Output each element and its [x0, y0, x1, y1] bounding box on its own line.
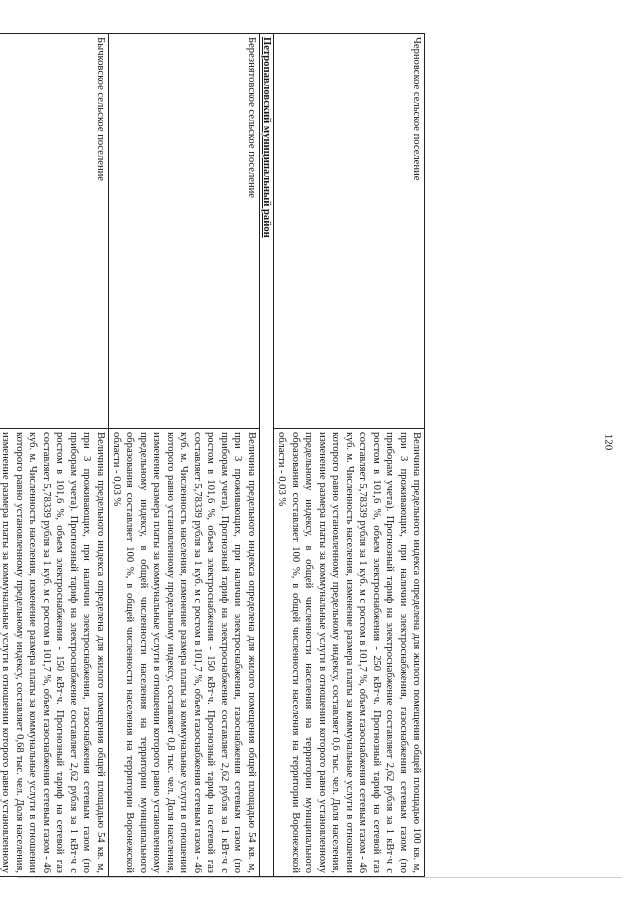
settlement-description-cell: Величина предельного индекса определена для жилого помещения общей площадью 100 кв. м, при 3 проживающих, при наличии электроснабжения, газоснабжения сетевым газом (по приборам учета). Прогнозный тариф на электроснабжение составляет 2,62 рубля за 1 кВт·ч с ростом в 101,6 %, объем электроснабжения - 250 кВт·ч. Прогнозный тариф на сетевой газ составляет 5,78339 рубля за 1 куб. м с ростом в 101,7 %, объем газоснабжения сетевым газом - 46 куб. м. Численность населения, изменение размера платы за коммунальные услуги в отношении которого равно установленному предельному индексу, составляет 0,6 тыс. чел. Доля населения, изменение размера платы за коммунальные услуги в отношении которого равно установленному предельному индексу, в общей численности населения на территории муниципального образования составляет 100 %, в общей численности населения на территории Воронежской области - 0,03 % [274, 429, 425, 877]
settlement-name-cell: Бычковское сельское поселение [0, 34, 108, 429]
tariff-index-table [0, 33, 425, 877]
settlement-description-cell: Величина предельного индекса определена для жилого помещения общей площадью 54 кв. м, при 3 проживающих, при наличии электроснабжения, газоснабжения сетевым газом (по приборам учета). Прогнозный тариф на электроснабжение составляет 2,62 рубля за 1 кВт·ч с ростом в 101,6 %, объем электроснабжения - 150 кВт·ч. Прогнозный тариф на сетевой газ составляет 5,78339 рубля за 1 куб. м с ростом в 101,7 %, объем газоснабжения сетевым газом - 46 куб. м. Численность населения, изменение размера платы за коммунальные услуги в отношении которого равно установленному предельному индексу, составляет 0,68 тыс. чел. Доля населения, изменение размера платы за коммунальные услуги в отношении которого равно установленному [0, 429, 108, 877]
table-row [274, 34, 425, 877]
rotated-table-frame [0, 33, 425, 877]
document-table-container [0, 33, 425, 877]
district-row [259, 34, 273, 877]
scan-edge-line [18, 877, 622, 878]
district-name-cell: Петропавловский муниципальный район [259, 34, 273, 877]
table-row [108, 34, 259, 877]
page-number: 120 [602, 433, 615, 451]
settlement-name-cell: Черновское сельское поселение [274, 34, 425, 429]
table-row [0, 34, 108, 877]
settlement-description-cell: Величина предельного индекса определена для жилого помещения общей площадью 54 кв. м, при 3 проживающих, при наличии электроснабжения, газоснабжения сетевым газом (по приборам учета). Прогнозный тариф на электроснабжение составляет 2,62 рубля за 1 кВт·ч с ростом в 101,6 %, объем электроснабжения - 150 кВт·ч. Прогнозный тариф на сетевой газ составляет 5,78339 рубля за 1 куб. м с ростом в 101,7 %, объем газоснабжения сетевым газом - 46 куб. м. Численность населения, изменение размера платы за коммунальные услуги в отношении которого равно установленному предельному индексу, составляет 0,8 тыс. чел. Доля населения, изменение размера платы за коммунальные услуги в отношении которого равно установленному предельному индексу, в общей численности населения на территории муниципального образования составляет 100 %, в общей численности населения на территории Воронежской области - 0,03 % [108, 429, 259, 877]
settlement-name-cell: Березнятовское сельское поселение [108, 34, 259, 429]
